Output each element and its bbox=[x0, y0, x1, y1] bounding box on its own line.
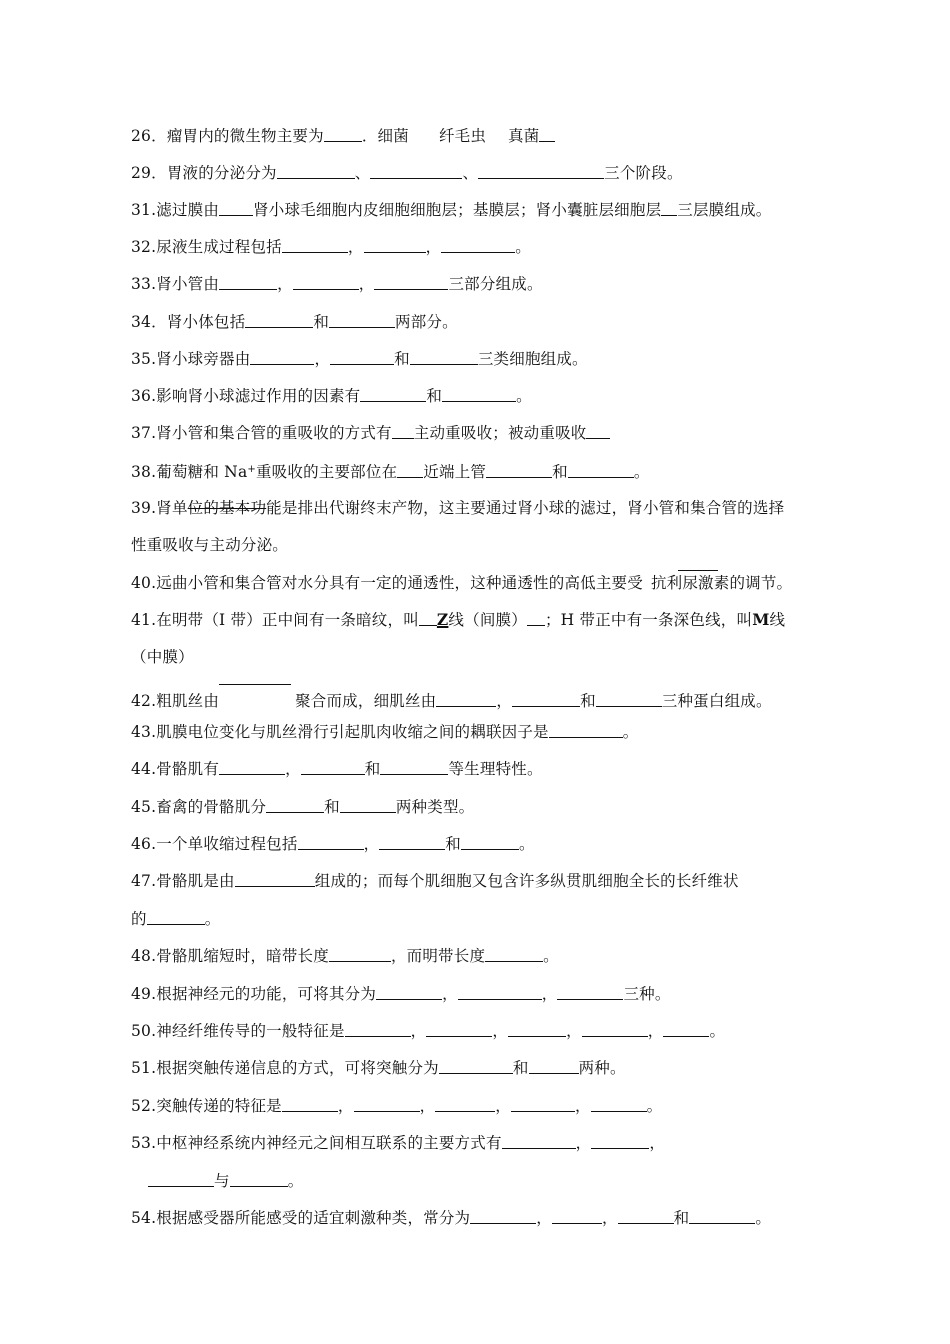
q49-text-2: 三种。 bbox=[623, 985, 671, 1003]
q45-text: 45.畜禽的骨骼肌分 bbox=[131, 798, 267, 816]
blank bbox=[485, 946, 543, 962]
blank bbox=[512, 691, 580, 707]
blank bbox=[345, 1021, 411, 1037]
q47-text: 47.骨骼肌是由 bbox=[131, 872, 235, 890]
question-38 bbox=[131, 459, 830, 483]
question-51 bbox=[131, 1057, 830, 1079]
question-50 bbox=[131, 1020, 830, 1042]
blank bbox=[293, 274, 359, 290]
q53-sep-3: 与 bbox=[214, 1172, 230, 1190]
q49-text: 49.根据神经元的功能，可将其分为 bbox=[131, 985, 377, 1003]
q41-answer-m: M bbox=[752, 610, 770, 629]
blank bbox=[436, 691, 496, 707]
blank bbox=[266, 797, 324, 813]
q34-text: 34．肾小体包括 bbox=[131, 313, 246, 331]
q47-text-3: 的 bbox=[131, 910, 147, 928]
q29-sep-2: 、 bbox=[462, 164, 479, 182]
blank bbox=[689, 1208, 755, 1224]
question-31 bbox=[131, 199, 830, 221]
q35-sep-1: ， bbox=[314, 350, 331, 368]
blank bbox=[219, 274, 277, 290]
q31-text-2: 三层膜组成。 bbox=[677, 201, 772, 219]
q38-sep: 和 bbox=[552, 463, 568, 481]
blank bbox=[219, 759, 285, 775]
blank bbox=[527, 610, 545, 626]
q51-text-2: 两种。 bbox=[578, 1059, 626, 1077]
q45-text-2: 两种类型。 bbox=[395, 798, 475, 816]
q51-text: 51.根据突触传递信息的方式，可将突触分为 bbox=[131, 1059, 439, 1077]
question-45 bbox=[131, 796, 830, 818]
question-41-cont bbox=[131, 646, 830, 668]
question-46 bbox=[131, 833, 830, 855]
blank bbox=[250, 349, 314, 365]
q47-end: 。 bbox=[204, 910, 221, 928]
q43-end: 。 bbox=[622, 723, 639, 741]
q50-sep-1: ， bbox=[410, 1022, 427, 1040]
blank bbox=[301, 759, 365, 775]
q41-answer-z: Z bbox=[436, 610, 449, 629]
q26-text: 26．瘤胃内的微生物主要为 bbox=[131, 127, 324, 145]
question-53 bbox=[131, 1132, 830, 1154]
question-32 bbox=[131, 236, 830, 258]
question-26 bbox=[131, 125, 830, 147]
blank bbox=[397, 462, 423, 478]
q46-sep-1: ， bbox=[363, 835, 380, 853]
q35-text: 35.肾小球旁器由 bbox=[131, 350, 251, 368]
blank bbox=[426, 1021, 492, 1037]
question-48 bbox=[131, 945, 830, 967]
q42-sep-2: 和 bbox=[580, 692, 596, 710]
blank bbox=[582, 1021, 648, 1037]
blank bbox=[511, 1096, 575, 1112]
q31-text: 31.滤过膜由 bbox=[131, 201, 220, 219]
q47-text-2: 组成的；而每个肌细胞又包含许多纵贯肌细胞全长的长纤维状 bbox=[314, 872, 739, 890]
blank bbox=[618, 1208, 674, 1224]
blank bbox=[508, 1021, 566, 1037]
question-43 bbox=[131, 721, 830, 743]
blank bbox=[219, 200, 253, 216]
q54-sep-1: ， bbox=[536, 1209, 552, 1227]
blank bbox=[380, 759, 448, 775]
blank bbox=[364, 237, 426, 253]
question-44 bbox=[131, 758, 830, 780]
question-33 bbox=[131, 273, 830, 295]
q33-text: 33.肾小管由 bbox=[131, 275, 220, 293]
blank bbox=[374, 274, 448, 290]
q26-text-4: 真菌 bbox=[508, 127, 540, 145]
q46-end: 。 bbox=[518, 835, 535, 853]
q53-sep-2: ， bbox=[649, 1134, 666, 1152]
question-53-cont bbox=[148, 1170, 830, 1192]
q39-text: 39.肾单 bbox=[131, 499, 188, 517]
q48-text: 48.骨骼肌缩短时，暗带长度 bbox=[131, 947, 329, 965]
question-34 bbox=[131, 311, 830, 333]
q53-text: 53.中枢神经系统内神经元之间相互联系的主要方式有 bbox=[131, 1134, 502, 1152]
question-39-cont bbox=[131, 534, 830, 556]
question-41 bbox=[131, 609, 830, 631]
q53-end: 。 bbox=[287, 1172, 304, 1190]
blank bbox=[230, 1171, 288, 1187]
blank bbox=[419, 610, 437, 626]
blank bbox=[539, 126, 555, 142]
blank bbox=[461, 834, 519, 850]
blank bbox=[219, 684, 291, 700]
blank bbox=[591, 1133, 649, 1149]
q37-answer: 主动重吸收；被动重吸收 bbox=[413, 424, 587, 442]
question-42 bbox=[131, 684, 830, 712]
q54-sep-2: ， bbox=[601, 1209, 618, 1227]
q34-sep: 和 bbox=[313, 313, 330, 331]
q50-text: 50.神经纤维传导的一般特征是 bbox=[131, 1022, 345, 1040]
q41-text-3: ；H 带正中有一条深色线，叫 bbox=[544, 611, 753, 629]
blank bbox=[235, 871, 315, 887]
q54-text: 54.根据感受器所能感受的适宜刺激种类，常分为 bbox=[131, 1209, 471, 1227]
q48-end: 。 bbox=[543, 947, 559, 965]
blank bbox=[340, 797, 396, 813]
q52-sep-4: ， bbox=[574, 1097, 591, 1115]
q52-sep-3: ， bbox=[495, 1097, 511, 1115]
blank bbox=[557, 984, 623, 1000]
blank bbox=[147, 909, 205, 925]
q53-sep-1: ， bbox=[575, 1134, 592, 1152]
question-36 bbox=[131, 385, 830, 407]
q37-text: 37.肾小管和集合管的重吸收的方式有 bbox=[131, 424, 392, 442]
q50-sep-4: ， bbox=[647, 1022, 664, 1040]
blank bbox=[379, 834, 445, 850]
q29-text: 29．胃液的分泌分为 bbox=[131, 164, 277, 182]
question-52 bbox=[131, 1095, 830, 1117]
q46-sep-2: 和 bbox=[445, 835, 461, 853]
q26-text-2: ．细菌 bbox=[361, 127, 409, 145]
blank bbox=[435, 1096, 495, 1112]
q48-text-2: ，而明带长度 bbox=[390, 947, 486, 965]
question-37 bbox=[131, 422, 830, 444]
question-47 bbox=[131, 870, 830, 892]
q41-text-5: （中膜） bbox=[131, 648, 194, 666]
q54-sep-3: 和 bbox=[673, 1209, 690, 1227]
q38-text-2: 重吸收的主要部位在 bbox=[255, 463, 398, 481]
q42-text: 42.粗肌丝由 bbox=[131, 692, 220, 710]
q32-sep-1: ， bbox=[347, 238, 364, 256]
blank bbox=[478, 163, 604, 179]
q32-sep-2: ， bbox=[425, 238, 442, 256]
q29-text-2: 三个阶段。 bbox=[604, 164, 683, 182]
q41-text: 41.在明带（I 带）正中间有一条暗纹，叫 bbox=[131, 611, 419, 629]
q52-end: 。 bbox=[646, 1097, 663, 1115]
q32-text: 32.尿液生成过程包括 bbox=[131, 238, 282, 256]
blank bbox=[586, 423, 610, 439]
q42-sep-1: ， bbox=[496, 692, 513, 710]
q49-sep-2: ， bbox=[541, 985, 558, 1003]
overline-mark bbox=[678, 570, 718, 571]
q34-text-2: 两部分。 bbox=[395, 313, 458, 331]
q26-text-3: 纤毛虫 bbox=[438, 127, 487, 145]
q41-text-4: 线 bbox=[769, 611, 786, 629]
blank bbox=[324, 126, 362, 142]
blank bbox=[591, 1096, 647, 1112]
blank bbox=[596, 691, 662, 707]
blank bbox=[282, 237, 348, 253]
blank bbox=[354, 1096, 420, 1112]
blank bbox=[661, 200, 677, 216]
q40-text: 40.远曲小管和集合管对水分具有一定的通透性，这种通透性的高低主要受 bbox=[131, 574, 643, 592]
q44-text-2: 等生理特性。 bbox=[448, 760, 543, 778]
q50-sep-2: ， bbox=[492, 1022, 509, 1040]
q41-text-2: 线（间膜） bbox=[448, 611, 527, 629]
q29-sep-1: 、 bbox=[354, 164, 371, 182]
blank bbox=[663, 1021, 709, 1037]
blank bbox=[441, 237, 515, 253]
blank bbox=[277, 163, 355, 179]
blank bbox=[458, 984, 542, 1000]
blank bbox=[370, 163, 462, 179]
question-49 bbox=[131, 983, 830, 1005]
q44-sep-1: ， bbox=[285, 760, 301, 778]
q36-end: 。 bbox=[516, 387, 532, 405]
blank bbox=[470, 1208, 536, 1224]
q36-sep: 和 bbox=[426, 387, 443, 405]
q32-end: 。 bbox=[515, 238, 531, 256]
q50-sep-3: ， bbox=[566, 1022, 582, 1040]
q52-sep-1: ， bbox=[337, 1097, 354, 1115]
blank bbox=[330, 349, 394, 365]
q39-text-3: 性重吸收与主动分泌。 bbox=[131, 536, 289, 554]
question-39 bbox=[131, 497, 830, 519]
q52-text: 52.突触传递的特征是 bbox=[131, 1097, 282, 1115]
q42-text-3: 三种蛋白组成。 bbox=[661, 692, 772, 710]
q40-answer: 抗利尿激素的调节。 bbox=[650, 574, 793, 592]
blank bbox=[486, 462, 552, 478]
q51-sep: 和 bbox=[512, 1059, 529, 1077]
blank bbox=[442, 386, 516, 402]
question-47-cont bbox=[131, 908, 830, 930]
q45-sep: 和 bbox=[324, 798, 340, 816]
blank bbox=[410, 349, 478, 365]
blank bbox=[245, 312, 313, 328]
q36-text: 36.影响肾小球滤过作用的因素有 bbox=[131, 387, 361, 405]
q38-end: 。 bbox=[633, 463, 650, 481]
question-35 bbox=[131, 348, 830, 370]
q52-sep-2: ， bbox=[419, 1097, 436, 1115]
question-29 bbox=[131, 162, 830, 184]
blank bbox=[568, 462, 634, 478]
q31-answer: 肾小球毛细胞内皮细胞细胞层；基膜层；肾小囊脏层细胞层 bbox=[253, 201, 662, 219]
q38-text: 38.葡萄糖和 Na bbox=[131, 463, 248, 481]
blank bbox=[439, 1058, 513, 1074]
q43-text: 43.肌膜电位变化与肌丝滑行引起肌肉收缩之间的耦联因子是 bbox=[131, 723, 549, 741]
q44-text: 44.骨骼肌有 bbox=[131, 760, 220, 778]
blank bbox=[392, 423, 414, 439]
blank bbox=[148, 1171, 214, 1187]
question-40 bbox=[131, 572, 830, 594]
blank bbox=[529, 1058, 579, 1074]
q35-sep-2: 和 bbox=[394, 350, 410, 368]
blank bbox=[552, 1208, 602, 1224]
blank bbox=[298, 834, 364, 850]
q42-text-2: 聚合而成，细肌丝由 bbox=[295, 692, 437, 710]
blank bbox=[502, 1133, 576, 1149]
q50-end: 。 bbox=[709, 1022, 726, 1040]
blank bbox=[329, 312, 395, 328]
question-54 bbox=[131, 1207, 830, 1229]
q46-text: 46.一个单收缩过程包括 bbox=[131, 835, 298, 853]
q54-end: 。 bbox=[755, 1209, 772, 1227]
q39-strikethrough: 位的基本功 bbox=[187, 499, 267, 517]
q33-sep-2: ， bbox=[358, 275, 375, 293]
blank bbox=[282, 1096, 338, 1112]
blank bbox=[329, 946, 391, 962]
blank bbox=[549, 722, 623, 738]
q38-answer: 近端上管 bbox=[423, 463, 487, 481]
q33-sep-1: ， bbox=[277, 275, 293, 293]
q39-text-2: 能是排出代谢终末产物，这主要通过肾小球的滤过，肾小管和集合管的选择 bbox=[266, 499, 785, 517]
q38-superscript: + bbox=[247, 464, 256, 475]
blank bbox=[376, 984, 442, 1000]
blank bbox=[360, 386, 426, 402]
q49-sep-1: ， bbox=[442, 985, 458, 1003]
q33-text-2: 三部分组成。 bbox=[448, 275, 543, 293]
q35-text-2: 三类细胞组成。 bbox=[477, 350, 588, 368]
q44-sep-2: 和 bbox=[364, 760, 381, 778]
